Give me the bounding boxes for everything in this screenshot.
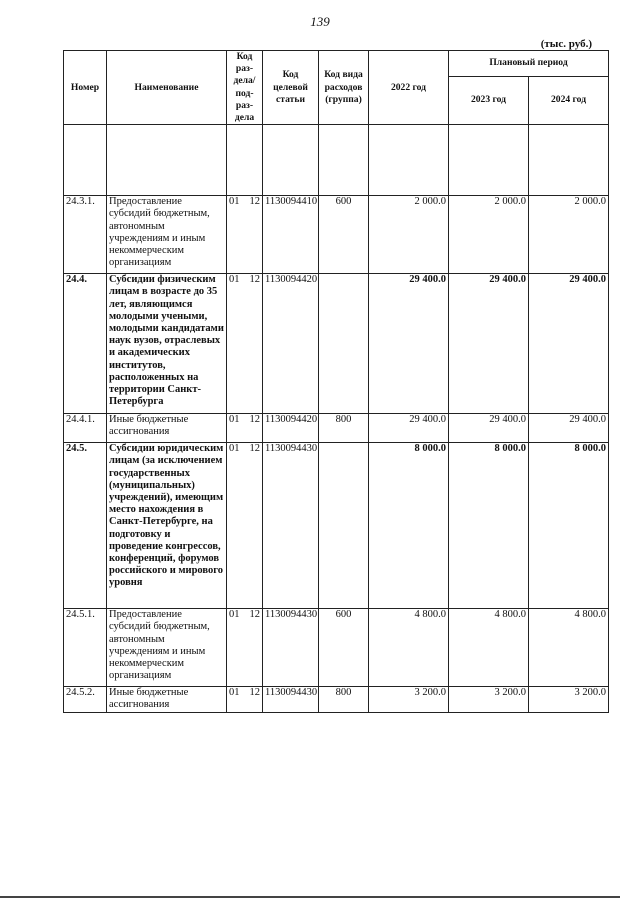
row-name: Иные бюджетные ассигнования (107, 414, 227, 443)
header-expense-type: Код вида расходов (группа) (319, 51, 369, 125)
row-expense-type (319, 443, 369, 609)
row-number: 24.5.1. (64, 609, 107, 687)
row-section (227, 443, 263, 609)
row-section-code: 01 (229, 274, 240, 286)
row-2022: 8 000.0 (369, 443, 449, 609)
row-subsection-code: 12 (249, 687, 260, 699)
scan-bottom-line (0, 896, 620, 898)
header-section: Код раз- дела/ под- раз- дела (227, 51, 263, 125)
row-target: 1130094430 (263, 609, 319, 687)
row-2023: 4 800.0 (449, 609, 529, 687)
header-number: Номер (64, 51, 107, 125)
row-section (227, 414, 263, 443)
row-2024: 29 400.0 (529, 414, 609, 443)
header-spacer-row (64, 125, 609, 196)
header-target: Код целевой статьи (263, 51, 319, 125)
row-2022: 2 000.0 (369, 196, 449, 274)
row-2023: 29 400.0 (449, 274, 529, 414)
row-section-code: 01 (229, 196, 240, 208)
row-subsection-code: 12 (249, 414, 260, 426)
row-expense-type: 600 (319, 196, 369, 274)
header-name: Наименование (107, 51, 227, 125)
row-name: Иные бюджетные ассигнования (107, 687, 227, 713)
units-label: (тыс. руб.) (540, 38, 592, 50)
page-number: 139 (310, 14, 330, 29)
row-section (227, 687, 263, 713)
table-row (64, 274, 609, 414)
budget-table (63, 50, 609, 713)
row-section-code: 01 (229, 609, 240, 621)
row-2024: 4 800.0 (529, 609, 609, 687)
row-expense-type: 800 (319, 687, 369, 713)
table-body (64, 196, 609, 713)
row-2022: 3 200.0 (369, 687, 449, 713)
row-section-code: 01 (229, 687, 240, 699)
header-planning-period: Плановый период (449, 51, 609, 77)
row-section (227, 609, 263, 687)
row-number: 24.4. (64, 274, 107, 414)
row-2022: 29 400.0 (369, 414, 449, 443)
row-name: Предоставление субсидий бюджетным, автономным учреждениям и иным некоммерческим организациям (107, 609, 227, 687)
row-expense-type: 600 (319, 609, 369, 687)
table-row (64, 414, 609, 443)
row-target: 1130094430 (263, 687, 319, 713)
table-row (64, 196, 609, 274)
row-2022: 29 400.0 (369, 274, 449, 414)
row-target: 1130094430 (263, 443, 319, 609)
row-number: 24.3.1. (64, 196, 107, 274)
row-name: Предоставление субсидий бюджетным, автономным учреждениям и иным некоммерческим организациям (107, 196, 227, 274)
row-2024: 8 000.0 (529, 443, 609, 609)
row-2024: 2 000.0 (529, 196, 609, 274)
row-expense-type (319, 274, 369, 414)
row-subsection-code: 12 (249, 196, 260, 208)
row-2023: 3 200.0 (449, 687, 529, 713)
row-subsection-code: 12 (249, 274, 260, 286)
row-number: 24.4.1. (64, 414, 107, 443)
row-section (227, 274, 263, 414)
row-subsection-code: 12 (249, 609, 260, 621)
row-number: 24.5.2. (64, 687, 107, 713)
row-number: 24.5. (64, 443, 107, 609)
row-2022: 4 800.0 (369, 609, 449, 687)
table-row (64, 687, 609, 713)
row-expense-type: 800 (319, 414, 369, 443)
row-2024: 29 400.0 (529, 274, 609, 414)
header-2022: 2022 год (369, 51, 449, 125)
row-name: Субсидии физическим лицам в возрасте до 35 лет, являющимся молодыми учеными, молодыми кандидатами наук вузов, отраслевых и академических институтов, расположенных на территории Санкт-Петербурга (107, 274, 227, 414)
table-header (64, 51, 609, 196)
row-2023: 29 400.0 (449, 414, 529, 443)
row-subsection-code: 12 (249, 443, 260, 455)
header-2024: 2024 год (529, 76, 609, 124)
row-target: 1130094420 (263, 414, 319, 443)
row-section-code: 01 (229, 443, 240, 455)
header-2023: 2023 год (449, 76, 529, 124)
row-name: Субсидии юридическим лицам (за исключением государственных (муниципальных) учреждений), имеющим место нахождения в Санкт-Петербурге, на подготовку и проведение конгрессов, конференций, форумов российского и мирового уровня (107, 443, 227, 609)
row-2024: 3 200.0 (529, 687, 609, 713)
row-2023: 2 000.0 (449, 196, 529, 274)
row-section (227, 196, 263, 274)
row-2023: 8 000.0 (449, 443, 529, 609)
row-target: 1130094420 (263, 274, 319, 414)
row-target: 1130094410 (263, 196, 319, 274)
table-row (64, 443, 609, 609)
table-row (64, 609, 609, 687)
row-section-code: 01 (229, 414, 240, 426)
